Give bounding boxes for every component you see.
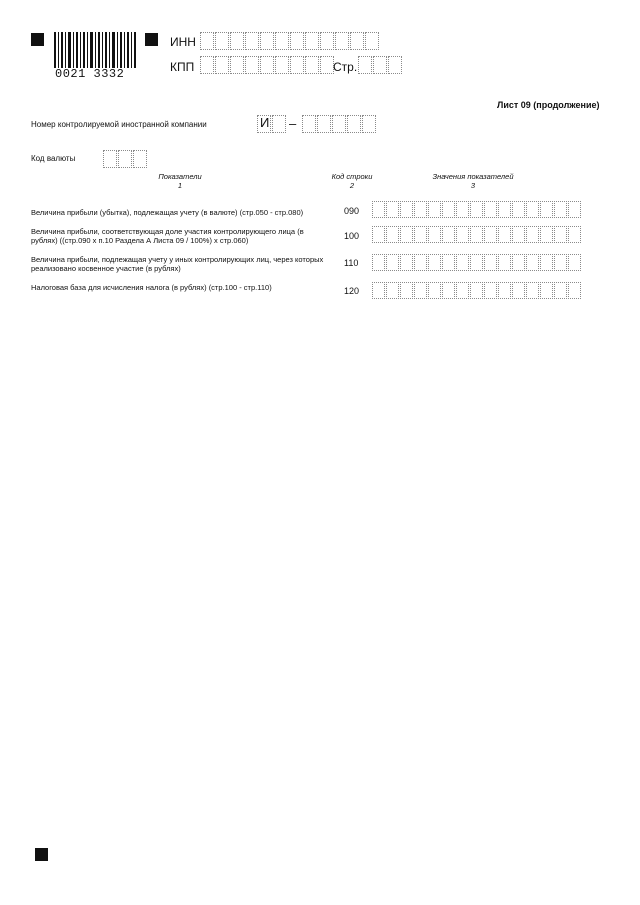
currency-code-cells[interactable] [103,150,148,168]
row-120-text: Налоговая база для исчисления налога (в рублях) (стр.100 - стр.110) [31,283,272,292]
row-110-code: 110 [344,258,359,268]
col-header-line-code [322,172,382,190]
company-number-label: Номер контролируемой иностранной компании [31,120,207,129]
inn-cells[interactable] [200,32,380,50]
row-090-value-cells[interactable] [372,201,582,218]
kpp-label: КПП [170,60,195,74]
row-090-code: 090 [344,206,360,216]
row-120-code: 120 [344,286,360,296]
col-indicators-title: Показатели [158,172,202,181]
company-number-dash: – [289,116,297,131]
col-values-num: 3 [470,181,476,190]
row-090-text: Величина прибыли (убытка), подлежащая учету (в валюте) (стр.050 - стр.080) [31,208,304,217]
row-100-code: 100 [344,231,360,241]
corner-marker-top-left [31,33,44,46]
barcode [54,32,138,68]
company-number-prefix-cell [257,115,287,133]
currency-code-label: Код валюты [31,154,76,163]
col-line-code-title: Код строки [331,172,373,181]
row-120-value-cells[interactable] [372,282,582,299]
inn-label: ИНН [170,35,196,49]
company-number-cells[interactable] [302,115,377,133]
col-indicators-num: 1 [177,181,183,190]
kpp-cells[interactable] [200,56,335,74]
row-100-value-cells[interactable] [372,226,582,243]
corner-marker-top-middle [145,33,158,46]
col-header-indicators [140,172,220,190]
page-label: Стр. [333,60,358,74]
sheet-title: Лист 09 (продолжение) [497,100,600,110]
page-number-cells[interactable] [358,56,403,74]
col-header-values [418,172,528,190]
col-values-title: Значения показателей [432,172,514,181]
corner-marker-bottom-left [35,848,48,861]
row-100-text: Величина прибыли, соответствующая доле участия контролирующего лица (в рублях) ((стр.090 х п.10 Раздела А Листа 09 / 100%) х стр.060) [31,227,304,245]
row-110-value-cells[interactable] [372,254,582,271]
company-number-prefix: И [260,115,270,130]
barcode-number: 0021 3332 [55,67,125,81]
row-110-text: Величина прибыли, подлежащая учету у иных контролирующих лиц, через которых реализовано косвенное участие (в рублях) [31,255,324,273]
col-line-code-num: 2 [349,181,355,190]
